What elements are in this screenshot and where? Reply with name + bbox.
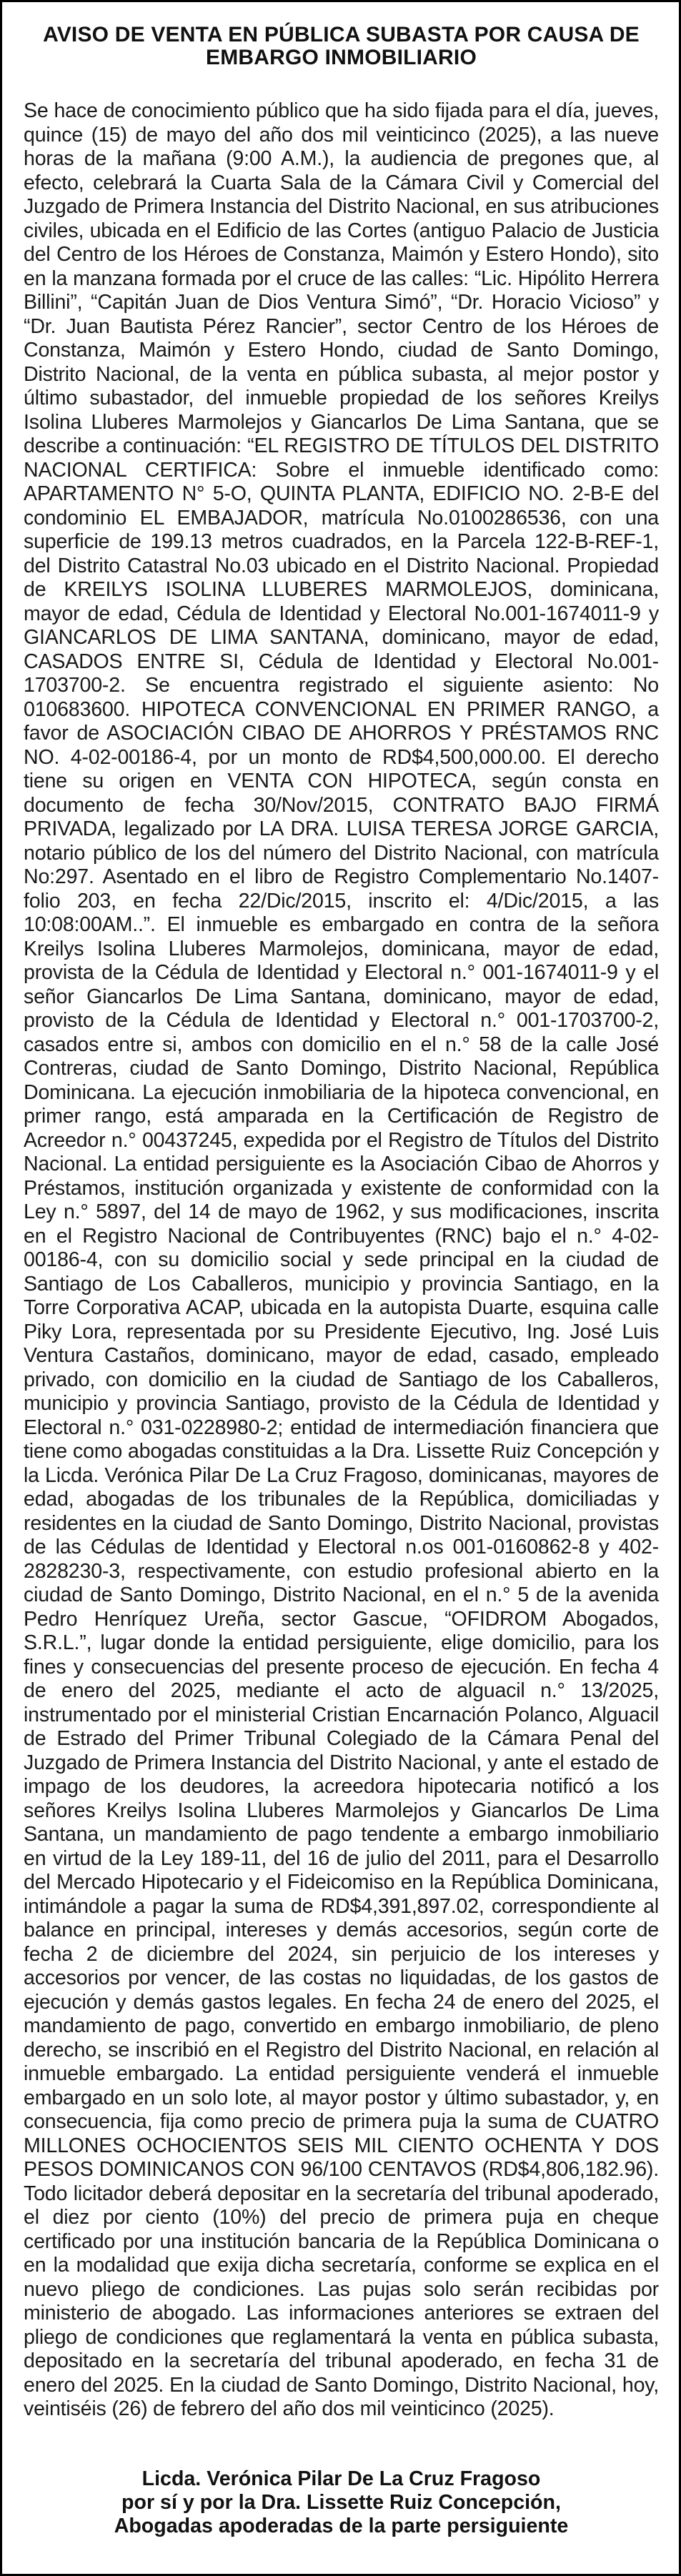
notice-body: Se hace de conocimiento público que ha sido fijada para el día, jueves, quince (15) de mayo del año dos mil veinticinco (2025), a las nueve horas de la mañana (9:00 A.M.), la audiencia de pregones que, al efecto, celebrará la Cuarta Sala de la Cámara Civil y Comercial del Juzgado de Primera Instancia del Distrito Nacional, en sus atribuciones civiles, ubicada en el Edificio de las Cortes (antiguo Palacio de Justicia del Centro de los Héroes de Constanza, Maimón y Estero Hondo), sito en la manzana formada por el cruce de las calles: “Lic. Hipólito Herrera Billini”, “Capitán Juan de Dios Ventura Simó”, “Dr. Horacio Vicioso” y “Dr. Juan Bautista Pérez Rancier”, sector Centro de los Héroes de Constanza, Maimón y Estero Hondo, ciudad de Santo Domingo, Distrito Nacional, de la venta en pública subasta, al mejor postor y último subastador, del inmueble propiedad de los señores Kreilys Isolina Lluberes Marmolejos y Giancarlos De Lima Santana, que se describe a continuación: “EL REGISTRO DE TÍTULOS DEL DISTRITO NACIONAL CERTIFICA: Sobre el inmueble identificado como: APARTAMENTO N° 5-O, QUINTA PLANTA, EDIFICIO NO. 2-B-E del condominio EL EMBAJADOR, matrícula No.0100286536, con una superficie de 199.13 metros cuadrados, en la Parcela 122-B-REF-1, del Distrito Catastral No.03 ubicado en el Distrito Nacional. Propiedad de KREILYS ISOLINA LLUBERES MARMOLEJOS, dominicana, mayor de edad, Cédula de Identidad y Electoral No.001-1674011-9 y GIANCARLOS DE LIMA SANTANA, dominicano, mayor de edad, CASADOS ENTRE SI, Cédula de Identidad y Electoral No.001-1703700-2. Se encuentra registrado el siguiente asiento: No 010683600. HIPOTECA CONVENCIONAL EN PRIMER RANGO, a favor de ASOCIACIÓN CIBAO DE AHORROS Y PRÉSTAMOS RNC NO. 4-02-00186-4, por un monto de RD$4,500,000.00. El derecho tiene su origen en VENTA CON HIPOTECA, según consta en documento de fecha 30/Nov/2015, CONTRATO BAJO FIRMÁ PRIVADA, legalizado por LA DRA. LUISA TERESA JORGE GARCIA, notario público de los del número del Distrito Nacional, con matrícula No:297. Asentado en el libro de Registro Complementario No.1407-folio 203, en fecha 22/Dic/2015, inscrito el: 4/Dic/2015, a las 10:08:00AM..”. El inmueble es embargado en contra de la señora Kreilys Isolina Lluberes Marmolejos, dominicana, mayor de edad, provista de la Cédula de Identidad y Electoral n.° 001-1674011-9 y el señor Giancarlos De Lima Santana, dominicano, mayor de edad, provisto de la Cédula de Identidad y Electoral n.° 001-1703700-2, casados entre si, ambos con domicilio en el n.° 58 de la calle José Contreras, ciudad de Santo Domingo, Distrito Nacional, República Dominicana. La ejecución inmobiliaria de la hipoteca convencional, en primer rango, está amparada en la Certificación de Registro de Acreedor n.° 00437245, expedida por el Registro de Títulos del Distrito Nacional. La entidad persiguiente es la Asociación Cibao de Ahorros y Préstamos, institución organizada y existente de conformidad con la Ley n.° 5897, del 14 de mayo de 1962, y sus modificaciones, inscrita en el Registro Nacional de Contribuyentes (RNC) bajo el n.° 4-02-00186-4, con su domicilio social y sede principal en la ciudad de Santiago de Los Caballeros, municipio y provincia Santiago, en la Torre Corporativa ACAP, ubicada en la autopista Duarte, esquina calle Piky Lora, representada por su Presidente Ejecutivo, Ing. José Luis Ventura Castaños, dominicano, mayor de edad, casado, empleado privado, con domicilio en la ciudad de Santiago de los Caballeros, municipio y provincia Santiago, provisto de la Cédula de Identidad y Electoral n.° 031-0228980-2; entidad de intermediación financiera que tiene como abogadas constituidas a la Dra. Lissette Ruiz Concepción y la Licda. Verónica Pilar De La Cruz Fragoso, dominicanas, mayores de edad, abogadas de los tribunales de la República, domiciliadas y residentes en la ciudad de Santo Domingo, Distrito Nacional, provistas de las Cédulas de Identidad y Electoral n.os 001-0160862-8 y 402-2828230-3, respectivamente, con estudio profesional abierto en la ciudad de Santo Domingo, Distrito Nacional, en el n.° 5 de la avenida Pedro Henríquez Ureña, sector Gascue, “OFIDROM Abogados, S.R.L.”, lugar donde la entidad persiguiente, elige domicilio, para los fines y consecuencias del presente proceso de ejecución. En fecha 4 de enero del 2025, mediante el acto de alguacil n.° 13/2025, instrumentado por el ministerial Cristian Encarnación Polanco, Alguacil de Estrado del Primer Tribunal Colegiado de la Cámara Penal del Juzgado de Primera Instancia del Distrito Nacional, y ante el estado de impago de los deudores, la acreedora hipotecaria notificó a los señores Kreilys Isolina Lluberes Marmolejos y Giancarlos De Lima Santana, un mandamiento de pago tendente a embargo inmobiliario en virtud de la Ley 189-11, del 16 de julio del 2011, para el Desarrollo del Mercado Hipotecario y el Fideicomiso en la República Dominicana, intimándole a pagar la suma de RD$4,391,897.02, correspondiente al balance en principal, intereses y demás accesorios, según corte de fecha 2 de diciembre del 2024, sin perjuicio de los intereses y accesorios por vencer, de las costas no liquidadas, de los gastos de ejecución y demás gastos legales. En fecha 24 de enero del 2025, el mandamiento de pago, convertido en embargo inmobiliario, de pleno derecho, se inscribió en el Registro del Distrito Nacional, en relación al inmueble embargado. La entidad persiguiente venderá el inmueble embargado en un solo lote, al mayor postor y último subastador, y, en consecuencia, fija como precio de primera puja la suma de CUATRO MILLONES OCHOCIENTOS SEIS MIL CIENTO OCHENTA Y DOS PESOS DOMINICANOS CON 96/100 CENTAVOS (RD$4,806,182.96). Todo licitador deberá depositar en la secretaría del tribunal apoderado, el diez por ciento (10%) del precio de primera puja en cheque certificado por una institución bancaria de la República Dominicana o en la modalidad que exija dicha secretaría, conforme se explica en el nuevo pliego de condiciones. Las pujas solo serán recibidas por ministerio de abogado. Las informaciones anteriores se extraen del pliego de condiciones que reglamentará la venta en pública subasta, depositado en la secretaría del tribunal apoderado, en fecha 31 de enero del 2025. En la ciudad de Santo Domingo, Distrito Nacional, hoy, veintiséis (26) de febrero del año dos mil veinticinco (2025). [24, 99, 659, 2420]
signature-line-3: Abogadas apoderadas de la parte persiguiente [114, 2514, 569, 2537]
signature-line-1: Licda. Verónica Pilar De La Cruz Fragoso [141, 2467, 541, 2490]
notice-title-line-1: AVISO DE VENTA EN PÚBLICA SUBASTA POR CAUSA DE [43, 23, 640, 46]
notice-title-line-2: EMBARGO INMOBILIARIO [206, 46, 477, 69]
signature-block [24, 2467, 659, 2538]
signature-line-2: por sí y por la Dra. Lissette Ruiz Concepción, [121, 2490, 561, 2514]
notice-title [24, 24, 659, 69]
